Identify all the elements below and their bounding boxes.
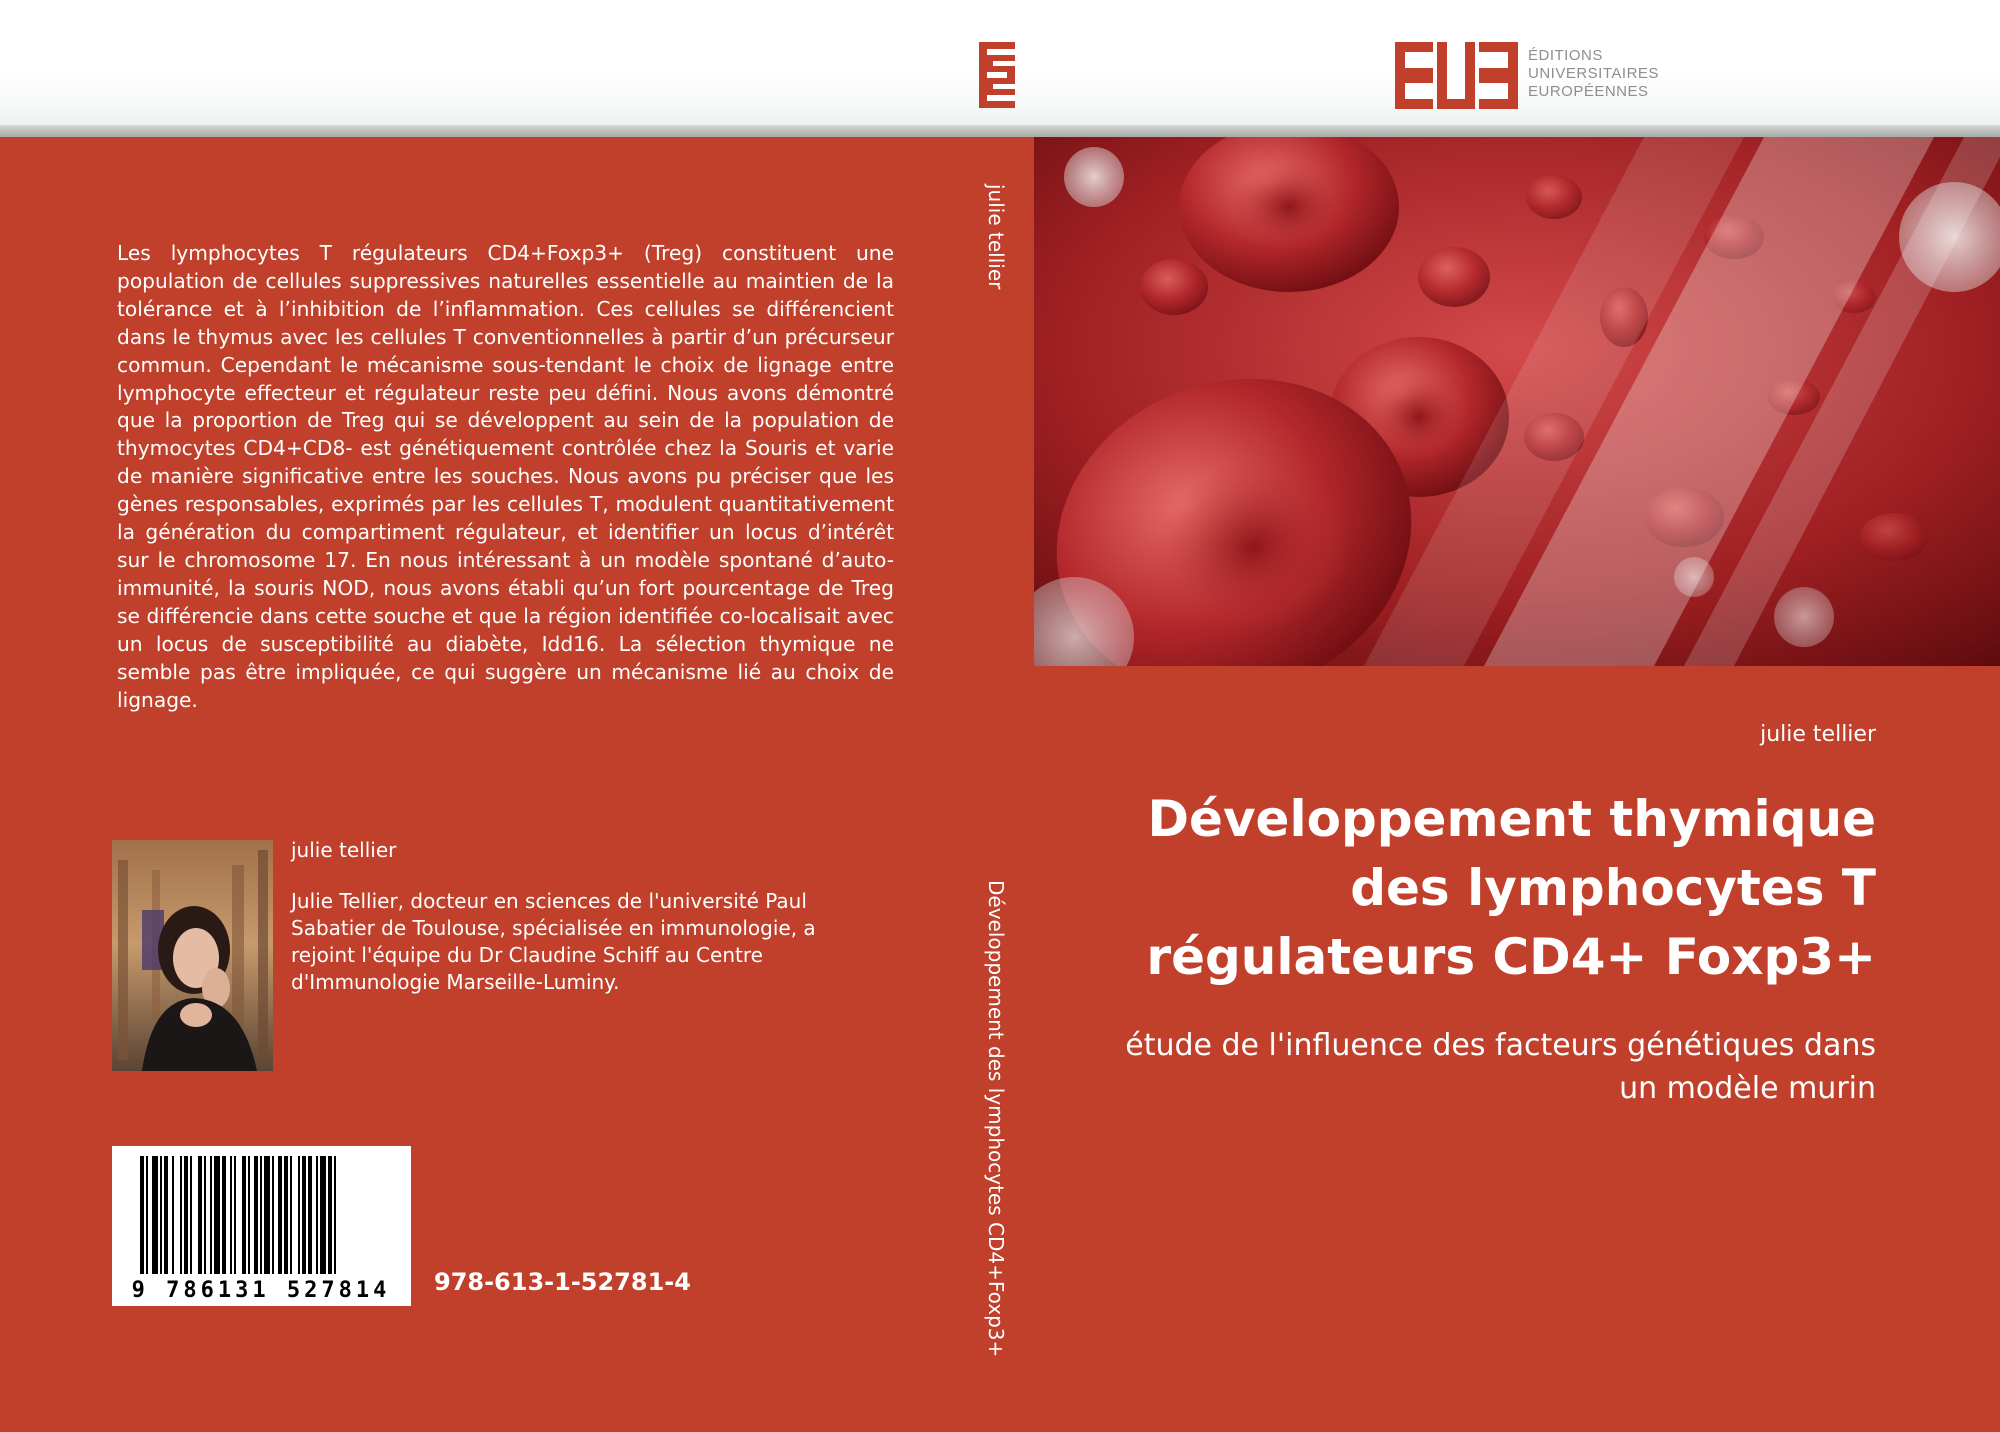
publisher-name-line-2: UNIVERSITAIRES — [1528, 65, 1659, 82]
bio-text: Julie Tellier, docteur en sciences de l'université Paul Sabatier de Toulouse, spécialisée en immunologie, a rejoint l'équipe du Dr Claudine Schiff au Centre d'Immunologie Marseille-Luminy. — [291, 889, 816, 994]
spine-publisher-logo — [979, 42, 1015, 108]
book-subtitle — [1016, 1024, 1876, 1110]
barcode-bar — [214, 1156, 220, 1274]
barcode-bar — [248, 1156, 250, 1274]
publisher-name-line-3: EUROPÉENNES — [1528, 83, 1649, 100]
publisher-name — [1528, 47, 1659, 101]
barcode-bar — [278, 1156, 282, 1274]
author-photo — [112, 840, 273, 1071]
barcode-bar — [272, 1156, 274, 1274]
barcode-digits: 9 786131 527814 — [131, 1278, 391, 1303]
barcode-bar — [234, 1156, 236, 1274]
book-subtitle-line-1: étude de l'influence des facteurs génétiques dans — [1125, 1028, 1876, 1063]
barcode-bar — [164, 1156, 168, 1274]
front-author: julie tellier — [1760, 722, 1876, 747]
barcode-bar — [242, 1156, 246, 1274]
book-subtitle-line-2: un modèle murin — [1619, 1071, 1876, 1106]
barcode-bar — [308, 1156, 312, 1274]
book-title-line-2: des lymphocytes T — [1350, 859, 1876, 917]
barcode-bar — [204, 1156, 206, 1274]
publisher-name-line-1: ÉDITIONS — [1528, 47, 1603, 64]
barcode-bar — [328, 1156, 332, 1274]
barcode-bar — [320, 1156, 326, 1274]
barcode-bar — [210, 1156, 212, 1274]
barcode-bar — [172, 1156, 174, 1274]
barcode-bar — [190, 1156, 192, 1274]
barcode-bar — [260, 1156, 262, 1274]
barcode-bar — [284, 1156, 288, 1274]
isbn-number: 978-613-1-52781-4 — [434, 1268, 691, 1296]
barcode-bar — [160, 1156, 162, 1274]
publisher-logo-icon — [1395, 42, 1518, 109]
spine-author: julie tellier — [984, 184, 1008, 290]
barcode-bar — [180, 1156, 182, 1274]
barcode-bar — [302, 1156, 306, 1274]
barcode-bar — [140, 1156, 144, 1274]
barcode-bar — [198, 1156, 202, 1274]
back-cover-blurb: Les lymphocytes T régulateurs CD4+Foxp3+ (Treg) constituent une population de cellules suppressives naturelles essentielle au maintien de la tolérance et à l’inhibition de l’inflammation. Ces cellules se différencient dans le thymus avec les cellules T conventionnelles à partir d’un précurseur commun. Cependant le mécanisme sous-tendant le choix de lignage entre lymphocyte effecteur et régulateur reste peu défini. Nous avons démontré que la proportion de Treg qui se développent au sein de la population de thymocytes CD4+CD8- est génétiquement contrôlée chez la Souris et varie de manière significative entre les souches. Nous avons pu préciser que les gènes responsables, exprimés par les cellules T, modulent quantitativement la génération du compartiment régulateur, et identifier un locus d’intérêt sur le chromosome 17. En nous intéressant à un modèle spontané d’auto-immunité, la souris NOD, nous avons établi qu’un fort pourcentage de Treg se différencie dans cette souche et que la région identifiée co-localisait avec un locus de susceptibilité au diabète, Idd16. La sélection thymique ne semble pas être impliquée, ce qui suggère un mécanisme lié au choix de lignage. — [117, 241, 894, 712]
banner-divider — [0, 125, 2000, 137]
barcode — [112, 1146, 411, 1306]
barcode-bar — [254, 1156, 258, 1274]
barcode-bar — [222, 1156, 226, 1274]
top-banner — [0, 0, 2000, 125]
book-title-line-3: régulateurs CD4+ Foxp3+ — [1146, 928, 1876, 986]
book-title-line-1: Développement thymique — [1147, 790, 1876, 848]
barcode-bar — [316, 1156, 318, 1274]
barcode-bar — [290, 1156, 292, 1274]
barcode-bar — [152, 1156, 158, 1274]
bio-author-name: julie tellier — [291, 838, 397, 862]
barcode-bar — [264, 1156, 270, 1274]
barcode-bar — [298, 1156, 300, 1274]
spine-title: Développement des lymphocytes CD4+Foxp3+ — [984, 880, 1008, 1358]
barcode-bar — [334, 1156, 336, 1274]
barcode-bars — [140, 1156, 336, 1274]
barcode-bar — [230, 1156, 232, 1274]
cover-illustration-blood-cells — [1034, 137, 2000, 666]
barcode-bar — [184, 1156, 188, 1274]
barcode-bar — [146, 1156, 148, 1274]
book-title — [976, 785, 1876, 992]
